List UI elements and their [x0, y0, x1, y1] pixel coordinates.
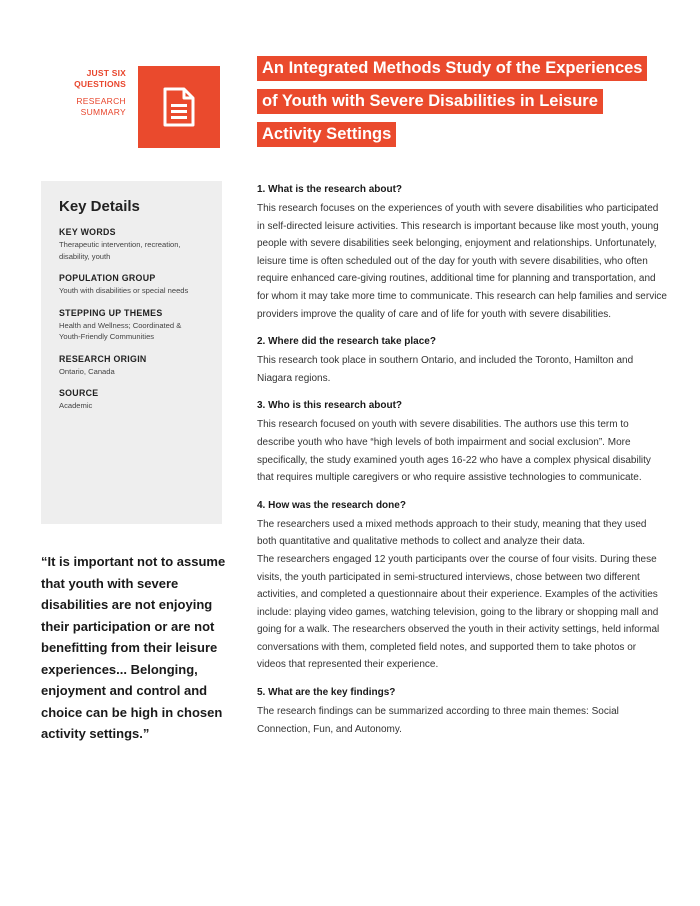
key-details-heading: Key Details	[59, 198, 140, 215]
section-research-method	[257, 499, 667, 674]
title-line-3: Activity Settings	[257, 122, 396, 147]
section-question: 2. Where did the research take place?	[257, 336, 436, 348]
title-line-1: An Integrated Methods Study of the Experiences	[257, 56, 647, 81]
section-paragraph: This research focuses on the experiences of youth with severe disabilities who participated in self-directed leisure activities. This research is important because like most youth, young people with severe disabilities seek belonging, enjoyment and relationships. Unfortunately, leisure time is often scheduled out of the day for youth with severe disabilities, who often require enhanced care-giving routines, additional time for planning and transportation, and for whom it may take more time to communicate. This research can help families and service providers improve the quality of care and of life for youth with severe disabilities.	[257, 203, 667, 320]
key-words-block	[59, 227, 222, 262]
population-group-block	[59, 273, 222, 297]
research-origin-value: Ontario, Canada	[59, 366, 115, 376]
brand-line-2: QUESTIONS	[74, 79, 126, 89]
research-origin-label: RESEARCH ORIGIN	[59, 353, 147, 364]
source-label: SOURCE	[59, 388, 99, 398]
document-title	[257, 56, 677, 155]
section-question: 5. What are the key findings?	[257, 687, 396, 699]
section-research-location	[257, 335, 667, 387]
research-origin-block	[59, 354, 222, 378]
brand-line-3: RESEARCH	[76, 96, 126, 106]
key-details-panel	[41, 181, 222, 524]
section-paragraph: The researchers engaged 12 youth participants over the course of four visits. During these visits, the youth participated in semi-structured interviews, chose between two different activities, and completed a questionnaire about their experience. Examples of the activities include: playing video games, watching television, going to the library or shopping mall and going for a walk. The researchers observed the youth in their activity settings, held informal conversations with them, completed field notes, and supported them to take photos or videos that represented their experience.	[257, 553, 660, 671]
section-paragraph: The researchers used a mixed methods approach to their study, meaning that they used both quantitative and qualitative methods to collect and analyze their data.	[257, 518, 647, 548]
section-paragraph: This research took place in southern Ontario, and included the Toronto, Hamilton and Niagara regions.	[257, 355, 634, 384]
source-block	[59, 388, 222, 412]
pull-quote: “It is important not to assume that youth with severe disabilities are not enjoying their participation or are not benefitting from their leisure experiences... Belonging, enjoyment and control and choice can be high in chosen activity settings.”	[41, 554, 226, 741]
brand-line-4: SUMMARY	[80, 107, 126, 117]
stepping-up-themes-value: Health and Wellness; Coordinated & Youth-Friendly Communities	[59, 320, 182, 341]
section-question: 4. How was the research done?	[257, 499, 406, 511]
population-group-value: Youth with disabilities or special needs	[59, 286, 189, 295]
section-key-findings	[257, 686, 667, 738]
key-words-value: Therapeutic intervention, recreation, disability, youth	[59, 240, 181, 261]
section-research-about	[257, 183, 667, 323]
main-content	[257, 183, 667, 750]
section-research-subjects	[257, 399, 667, 486]
stepping-up-themes-block	[59, 308, 222, 343]
brand-line-1: JUST SIX	[86, 68, 126, 78]
section-paragraph: The research findings can be summarized according to three main themes: Social Connection, Fun, and Autonomy.	[257, 706, 619, 735]
source-value: Academic	[59, 401, 93, 410]
section-question: 1. What is the research about?	[257, 184, 403, 195]
key-words-label: KEY WORDS	[59, 227, 116, 237]
brand-label	[60, 68, 126, 118]
document-icon	[162, 86, 196, 128]
stepping-up-themes-label: STEPPING UP THEMES	[59, 307, 163, 318]
section-question: 3. Who is this research about?	[257, 400, 403, 412]
logo-box	[138, 66, 220, 148]
population-group-label: POPULATION GROUP	[59, 273, 156, 283]
title-line-2: of Youth with Severe Disabilities in Leisure	[257, 89, 603, 114]
section-paragraph: This research focused on youth with severe disabilities. The authors use this term to describe youth who have “high levels of both impairment and social exclusion”. More specifically, the study examined youth ages 16-22 who have a complex physical disability that requires multiple caregivers or who require assistive technologies to communicate.	[257, 419, 651, 484]
